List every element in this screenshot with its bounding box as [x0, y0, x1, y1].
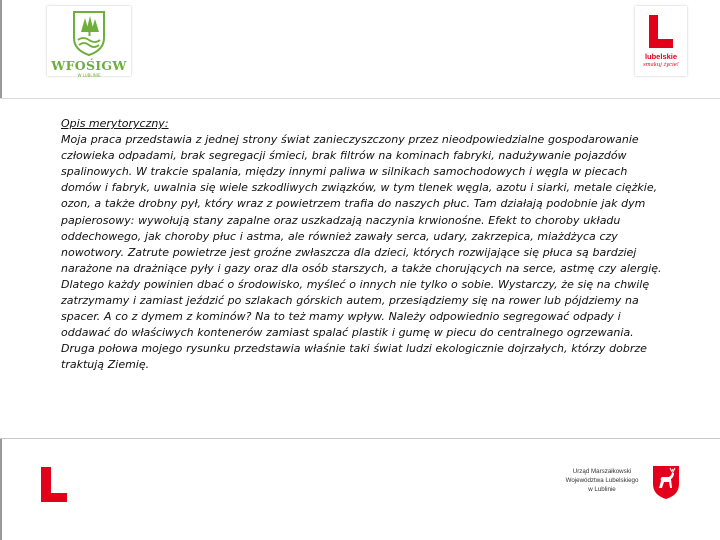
lubelskie-slogan: smakuj życie! [643, 62, 679, 68]
marshal-office-name [556, 467, 648, 494]
wfosigw-subtitle: W LUBLINIE [77, 73, 101, 78]
footer-l-logo [40, 467, 68, 507]
lubelskie-l-icon [647, 15, 675, 49]
footer-divider [0, 438, 720, 439]
wfosigw-logo [47, 6, 131, 76]
description-text: Moja praca przedstawia z jednej strony świat zanieczyszczony przez nieodpowiedzialne gospodarowanie człowieka odpadami, brak segregacji śmieci, brak filtrów na kominach fabryki, nadużywanie pojazdów spalinowych. W trakcie spalania, między innymi paliwa w silnikach samochodowych i węgla w piecach domów i fabryk, uwalnia się wiele szkodliwych związków, w tym tlenek węgla, azotu i siarki, metale ciężkie, ozon, a także drobny pył, który wraz z powietrzem trafia do naszych płuc. Tam działają podobnie jak dym papierosowy: wywołują stany zapalne oraz uszkadzają naczynia krwionośne. Efekt to choroby układu oddechowego, jak choroby płuc i astma, ale również zawały serca, udary, zakrzepica, miażdżyca czy nowotwory. Zatrute powietrze jest groźne zwłaszcza dla dzieci, których rozwijające się płuca są bardziej narażone na drażniące pyły i gazy oraz dla osób starszych, a także chorujących na serce, astmę czy alergię. Dlatego każdy powinien dbać o środowisko, myśleć o innych nie tylko o sobie. Wystarczy, że się na chwilę zatrzymamy i zamiast jeździć po szlakach górskich autem, przesiądziemy się na rower lub pójdziemy na spacer. A co z dymem z kominów? Na to też mamy wpływ. Należy odpowiednio segregować odpady i oddawać do właściwych kontenerów zamiast spalać plastik i gumę w piecu do centralnego ogrzewania. Druga połowa mojego rysunku przedstawia właśnie taki świat ludzi ekologicznie dojrzałych, którzy dobrze traktują Ziemię. [61, 133, 662, 372]
office-line-2: Województwa Lubelskiego [565, 477, 639, 484]
forest-crest-icon [71, 10, 107, 56]
description-heading: Opis merytoryczny: [61, 117, 169, 130]
marshal-office-logo [556, 462, 686, 502]
lubelskie-name: lubelskie [644, 52, 678, 61]
office-line-1: Urząd Marszałkowski [572, 468, 632, 475]
lubelskie-l-icon [40, 467, 68, 503]
left-edge-top [0, 0, 2, 98]
header-divider [0, 98, 720, 99]
wfosigw-name: WFOŚIGW [51, 58, 127, 73]
left-edge-bottom [0, 438, 2, 540]
deer-coat-of-arms-icon [651, 464, 681, 500]
office-line-3: w Lublinie [588, 486, 616, 493]
description-block [61, 116, 665, 374]
lubelskie-logo [635, 6, 687, 76]
